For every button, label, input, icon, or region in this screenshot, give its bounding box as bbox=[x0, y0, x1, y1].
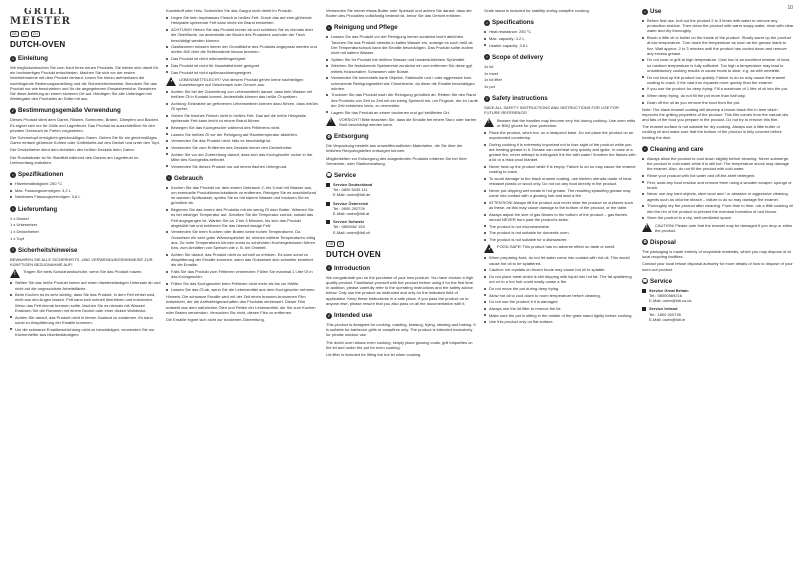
heading-scope: • Scope of delivery bbox=[484, 54, 636, 61]
list-item: 1x lid bbox=[484, 63, 494, 69]
check-icon: ✓ bbox=[327, 312, 331, 318]
language-badges-en bbox=[326, 241, 478, 247]
list-item: Place the product, when hot, on a heatproof base. Do not place the product on an unprotected countertop. bbox=[484, 130, 636, 140]
service-entry: Service Deutschland Tel.: 0800 5435 111 E-Mail: owim@lidl.de bbox=[326, 182, 478, 198]
list-item: First, soak any food residue and remove them using a wooden scraper, sponge or brush. bbox=[642, 180, 794, 190]
list-item: Use this product only on flat surface. bbox=[484, 319, 636, 324]
language-badges bbox=[10, 31, 162, 37]
list-item: Allow hot oil to cool down to room temperature before cleaning. bbox=[484, 293, 636, 298]
recycle-icon: ♻ bbox=[643, 239, 647, 245]
heading-zweck: ✓ Bestimmungsgemäße Verwendung bbox=[11, 107, 121, 115]
paragraph: Kunststoff oder Holz. Schneiden Sie das Gargut nicht direkt im Produkt. bbox=[166, 8, 293, 13]
heading-lieferumfang: • Lieferumfang bbox=[10, 206, 162, 213]
list-item: When preparing food, do not let water come into contact with hot oil. This would cause hot oil to be splattered. bbox=[484, 255, 636, 265]
heading-entsorgung: ♻ Entsorgung bbox=[327, 133, 369, 141]
info-icon: i bbox=[326, 265, 332, 271]
food-safe-box: ✓ FOOD-SAFE! This product has no adverse effect on taste or smell. bbox=[484, 244, 636, 253]
list-item: 1x pot bbox=[484, 83, 495, 89]
list-item: Achten Sie bei der Zubereitung von Lebensmitteln darauf, dass kein Wasser mit heißem Öl in Kontakt kommt. Andernfalls können das heiße Öl spritzen. bbox=[166, 89, 318, 99]
list-item: Falls Sie das Produkt zum Frittieren verwenden: Füllen Sie maximal 1 Liter Öl in das Kochgeschirr. bbox=[166, 269, 318, 279]
flag-icon bbox=[642, 289, 646, 293]
paragraph: This product is designed for cooking, roasting, braising, frying, stewing and baking. It is suitable for barbecue grills or campfires only. The product is intended exclusively for private outdoor use. bbox=[326, 322, 476, 338]
lang-badge: GB bbox=[328, 241, 333, 246]
safety-list-3 bbox=[166, 89, 318, 169]
heading-use: • Use bbox=[642, 8, 794, 15]
paragraph: Contact your local refuse disposal authority for more details of how to dispose of your worn-out product. bbox=[642, 261, 793, 272]
safety-list bbox=[10, 280, 162, 337]
clean-list bbox=[326, 34, 478, 114]
service-entry: Service Great Britain Tel.: 08000569216 E-Mail: owim@lidl.co.uk bbox=[642, 288, 794, 304]
heading-sicherheit: ! Sicherheitshinweise bbox=[10, 247, 162, 254]
list-item: Füllen Sie das Kochgeschirr beim Frittieren nicht mehr als bis zur Hälfte. bbox=[166, 281, 318, 286]
list-item: Nutzbares Fassungsvermögen: 3,6 L bbox=[10, 194, 162, 199]
list-item: To avoid damage to the black enamel coating, use kitchen utensils made of heat-resistant plastic or wood only. Do not cut any food directly in the product. bbox=[484, 176, 636, 186]
list-item: Verwenden Sie zum Entfernen des Deckels immer den Deckelheber. bbox=[166, 145, 318, 150]
title-de: DUTCH-OVEN bbox=[10, 40, 66, 49]
list-item: During cooking it is extremely important not to lose sight of the product while you are heating grease in it. Grease can overheat very quickly and ignite. In case of a grease fire, never attempt to extinguish the fire with water! Smother the flames with a lid or a thick wool blanket. bbox=[484, 142, 636, 163]
spec-icon: • bbox=[484, 20, 490, 26]
spec-icon: • bbox=[10, 172, 16, 178]
heading-reinigung: • Reinigung und Pflege bbox=[326, 24, 478, 31]
caution-box: ! CAUTION! Please note that the enamel may be damaged if you drop or strike the product. bbox=[642, 223, 794, 233]
list-item: Caution: Ice crystals on frozen foods may cause hot oil to splatter. bbox=[484, 267, 636, 272]
list-item: When deep frying, do not fill the pot more than half way. bbox=[642, 93, 794, 98]
heading-introduction: i Introduction bbox=[326, 265, 478, 272]
heading-service: ☎ Service bbox=[326, 171, 357, 179]
heading-safety: ! Safety instructions bbox=[484, 95, 636, 102]
use-list-en bbox=[642, 18, 794, 105]
paragraph: Der Deckelheber dient dem Anheben des heißen Deckels beim Garen. bbox=[10, 147, 135, 153]
list-item: Never put dripping wet meats in hot grease. The resulting splashing grease may come into contact with a glowing hob and start a fire. bbox=[484, 188, 636, 198]
list-item: Usable capacity: 3.6 L bbox=[484, 43, 636, 48]
list-item: Stellen Sie das heiße Produkt immer auf einen hitzebeständigen Untersatz ab und nicht auf die ungeschützte Arbeitsfläche. bbox=[10, 280, 162, 290]
list-item: Um die schwarze Emailbeschichtung nicht zu beschädigen, verwenden Sie nur Küchenhelfer aus hitzebeständigem bbox=[10, 327, 162, 337]
list-item: Thoroughly dry the product after cleaning. From time to time, rub a little cooking oil into the rim of the product to prevent the eventual formation of rust bloom. bbox=[642, 203, 794, 213]
list-item: Always use the lid lifter to remove the lid. bbox=[484, 306, 636, 311]
paragraph: Die Verpackung besteht aus umweltfreundlichen Materialien, die Sie über die örtlichen Recyclingstellen entsorgen können. bbox=[326, 143, 463, 154]
caution-box: ! VORSICHT! Bitte beachten Sie, dass die Emaille bei einem Sturz oder harten Stoß beschädigt werden kann. bbox=[326, 117, 478, 127]
heading-specifications: • Specifications bbox=[484, 19, 636, 26]
list-item: Das Produkt ist nicht spülmaschinengeeignet. bbox=[166, 70, 318, 75]
list-item: Legen Sie kein tropfnasses Fleisch in heißes Fett. Durch das auf eine glühende Heizplatte spritzende Fett kann leicht ein Brand entstehen. bbox=[166, 15, 318, 25]
list-item: Geben Sie frisches Fleisch nicht in heißes Fett. Das auf die heiße Heizplatte spritzende Fett kann leicht zu einem Brand führen. bbox=[166, 113, 318, 123]
paragraph: Verwenden Sie immer etwas Butter oder Speiseöl und achten Sie darauf, dass der Boden des Produktes vollständig bedeckt ist, bevor Sie das Gericht erhitzen. bbox=[326, 8, 472, 19]
service-entry: Service Österreich Tel.: 0800 292726 E-Mail: owim@lidl.at bbox=[326, 201, 478, 217]
brand-logo bbox=[10, 8, 162, 26]
lang-badge: IE bbox=[338, 241, 343, 246]
list-item: Never use any hard objects, steel wool and / or abrasive or aggressive cleaning agents such as chlorine bleach – failure to do so may damage the enamel. bbox=[642, 191, 794, 201]
list-item: Max. capacity: 4.2 L bbox=[484, 36, 636, 41]
list-item: Brush a little oil or butter on the inside of the product. Slowly warm up the product at low temperature. Turn down the temperature as soon as the grease starts to fizz. Wait approx. 2 to 3 minutes until the product has cooled down and remove any excess grease. bbox=[642, 35, 794, 56]
food-safe-icon: ✓ bbox=[484, 244, 494, 253]
paragraph: Die Emaille eignet sich nicht zur trockenen Zubereitung. bbox=[166, 316, 265, 322]
check-icon: ✓ bbox=[11, 107, 15, 113]
list-item: Gasflammen müssen immer der Grundfläche des Produkts angepasst werden und dürfen NIE über die Seitenwände hinaus brennen. bbox=[166, 44, 318, 54]
list-item: Verwenden Sie keinesfalls harte Objekte, Stahlwolle und / oder aggressive bzw. scheuernde Reinigungsmittel wie Chlorbleiche, da diese die Emaille beschädigen würden. bbox=[326, 75, 478, 91]
column-2 bbox=[166, 8, 318, 562]
list-item: Lassen Sie heißes Öl vor der Reinigung auf Raumtemperatur abkühlen. bbox=[166, 132, 318, 137]
spec-list bbox=[10, 181, 162, 200]
list-item: Do not use the product if it is damaged. bbox=[484, 299, 636, 304]
safety-list-en bbox=[484, 130, 636, 242]
list-item: Achtung: Einkratzte an gefrorenen Lebensmitteln können dazu führen, dass heißes Öl spritzt. bbox=[166, 101, 318, 111]
heading-intended-use: ✓ Intended use bbox=[327, 312, 373, 320]
phone-icon: ☎ bbox=[642, 278, 648, 284]
paragraph: Grate stand is included for stability during campfire cooking. bbox=[484, 8, 590, 13]
clean-list-en bbox=[642, 156, 794, 221]
paragraph: We congratulate you on the purchase of your new product. You have chosen a high quality product. Familiarise yourself with the product before using it for the first time. In addition, please carefully refer to the operating instructions and the safety advice below. Only use the product as instructed and only for the indicated field of application. Keep these instructions in a safe place. If you pass the product on to anyone else, please ensure that you also pass on all the documentation with it. bbox=[326, 274, 475, 306]
brand-line1: GRILL bbox=[24, 8, 67, 17]
list-item: Always adjust the size of gas flames to the bottom of the product – gas flames should NEVER burn past the product's sides. bbox=[484, 212, 636, 222]
heading-disposal: ♻ Disposal bbox=[643, 238, 676, 246]
list-item: ACHTUNG! Heben Sie das Produkt immer ab und schieben Sie es niemals über die Oberfläche, da andernfalls der Boden des Produktes und/oder der Tisch beschädigt werden können. bbox=[166, 27, 318, 43]
list-item: Lassen Sie das Produkt vor der Reinigung immer zunächst leicht abkühlen. Tauchen Sie das Produkt niemals in kaltes Wasser ein, solange es noch heiß ist. Der Temperaturschock kann die Emaille beschädigen. Das Produkt sollte zudem nicht mit kaltem Wasser. bbox=[326, 34, 478, 55]
clean-icon: • bbox=[642, 146, 648, 152]
warning-triangle-icon: ! bbox=[484, 118, 494, 127]
list-item: The product is not microwaveable. bbox=[484, 224, 636, 229]
list-item: Verwenden Sie das Produkt nicht, falls es beschädigt ist. bbox=[166, 138, 318, 143]
paragraph: Der Schmortopf ermöglicht gleichmäßiges Garen. Geben Sie für ein gleichmäßiges Garen einfach glühende Kohlen oder Grillbriketts auf den Deckel und unter den Topf. bbox=[10, 135, 160, 146]
paragraph: Möglichkeiten zur Entsorgung des ausgedienten Produkts erfahren Sie bei Ihrer Gemeinde- oder Stadtverwaltung. bbox=[326, 155, 467, 166]
list-item: Do not heat up the product too quickly. Failure to do so may cause the enamel coating to crack, if the cast iron expands more quickly than the enamel. bbox=[642, 75, 794, 85]
column-5 bbox=[642, 8, 794, 562]
paragraph: SAVE ALL SAFETY INSTRUCTIONS AND INSTRUCTIONS FOR USE FOR FUTURE REFERENCE! bbox=[484, 105, 619, 116]
hand-icon: • bbox=[166, 175, 172, 181]
paragraph: Der Rundständer ist für Stabilität während des Garens am Lagerfeuer im Lieferumfang enthalten. bbox=[10, 154, 139, 165]
box-icon: • bbox=[484, 54, 490, 60]
list-item: Achten Sie darauf, das Produkt nicht zu schnell zu erhitzen. Es kann sonst zu Absplitterung der Emaille kommen, wenn das Gusseisen sich schneller erweitert als die Emaille. bbox=[166, 252, 318, 268]
paragraph: The dutch oven allows even cooking, simply place glowing coals, grill briquettes on the lid and under the pot for even cooking. bbox=[326, 339, 473, 350]
list-item: Achten Sie vor der Zubereitung darauf, dass sich das Kochgeschirr sicher in der Mitte des Kochgeräts befindet. bbox=[166, 152, 318, 162]
lang-badge: AT bbox=[22, 32, 27, 36]
info-icon: i bbox=[10, 56, 16, 62]
paragraph: Dieses Produkt dient dem Garen, Rösten, Schmoren, Braten, Dämpfen und Backen. Es eignet sich nur für Grills und Lagerfeuer. Das Produkt ist ausschließlich für den privaten Gebrauch im Freien vorgesehen. bbox=[10, 117, 160, 133]
list-item: Beginnen Sie das Innere des Produkts mit ein wenig Öl oder Butter. Wärmen Sie es bei niedriger Temperatur auf. Schalten Sie die Temperatur zurück, sobald das Fett angegangen ist. Warten Sie ca. 2 bis 3 Minuten, bis sich das Produkt abgekühlt hat und entfernen Sie das überschüssige Fett. bbox=[166, 207, 318, 228]
list-item: Verwenden Sie beim Kochen oder Braten keine hohen Temperaturen. Da Gusseisen ein sehr guter Wärmespeicher ist, reichen mittlere Temperaturen völlig aus. Zu hohe Temperaturen können sonst zu schlechten Kochergebnissen führen bzw. zum Anhaften von Speisen wie z. B. bei Omelett. bbox=[166, 229, 318, 250]
warning-box: ! Beware that the handles may become very hot during cooking. Use oven mitts or BBQ gloves for your protection. bbox=[484, 118, 636, 128]
heading-cleaning: • Cleaning and care bbox=[642, 146, 794, 153]
list-item: Bewegen Sie das Kochgeschirr während des Frittierens nicht. bbox=[166, 125, 318, 130]
list-item: Trocknen Sie das Produkt nach der Reinigung gründlich ab. Reiben Sie den Rand des Produkts von Zeit zu Zeit mit ein wenig Speiseöl ein, um Flugrost, der im Laufe der Zeit entstehen kann, zu vermeiden. bbox=[326, 92, 478, 108]
list-item: Always allow the product to cool down slightly before cleaning. Never submerge the product in cold water while it is still hot. The temperature shock may damage the enamel. Also, do not fill the product with cold water. bbox=[642, 156, 794, 172]
hand-icon: • bbox=[642, 9, 648, 15]
list-item: The product is not suitable for a dishwasher. bbox=[484, 237, 636, 242]
list-item: 1 x Topf bbox=[10, 235, 24, 241]
box-icon: • bbox=[10, 206, 16, 212]
list-item: Do not place meat which is still dripping with liquid into hot fat. The fat splattering out on to a hot hob could easily cause a fire. bbox=[484, 274, 636, 284]
column-4 bbox=[484, 8, 636, 562]
list-item: Rinse your product with hot water and off-the-shelf detergent. bbox=[642, 173, 794, 178]
list-item: Hitzebeständigkeit: 250 °C bbox=[10, 181, 162, 186]
list-item: 1 x Untersetzer bbox=[10, 222, 38, 228]
scope-list bbox=[484, 64, 636, 89]
flag-icon bbox=[642, 307, 646, 311]
list-item: Drain off the oil as you remove the food from the pot. bbox=[642, 100, 794, 105]
list-item: Lassen Sie das Öl ab, wenn Sie die Lebensmittel aus dem Kochgeschirr nehmen. bbox=[166, 287, 318, 292]
list-item: Weichen Sie festsitzende Speisereste zunächst ein und entfernen Sie diese ggf. mittels Holzschaber, Schwamm oder Bürste. bbox=[326, 63, 478, 73]
list-item: Heat resistance: 250 °C bbox=[484, 29, 636, 34]
warning-icon: ! bbox=[10, 247, 16, 253]
page-number: 10 bbox=[787, 5, 793, 11]
delivery-list bbox=[10, 216, 162, 241]
safety-list-2 bbox=[166, 15, 318, 75]
paragraph: Wir beglückwünschen Sie zum Kauf Ihres neuen Produkts. Sie haben sich damit für ein hochwertiges Produkt entschieden. Machen Sie sich vor der ersten Inbetriebnahme mit dem Produkt vertraut. Lesen Sie hierzu aufmerksam die nachfolgende Bedienungsanleitung und die Sicherheitshinweise. Benutzen Sie das Produkt nur wie beschrieben und für die angegebenen Einsatzbereiche. Bewahren Sie diese Anleitung an einem sicheren Ort auf. Händigen Sie alle Unterlagen bei Weitergabe des Produktes an Dritte mit aus. bbox=[10, 65, 159, 102]
list-item: Do not cook or grill at high temperature. Cast iron is an excellent retainer of heat, so medium temperature is fully sufficient. Too high a temperature may lead to unsatisfactory cooking results or cause foods to stick, e.g. as with omelette. bbox=[642, 57, 794, 73]
flag-icon bbox=[326, 202, 330, 206]
warning-triangle-icon: ! bbox=[326, 117, 336, 126]
flag-icon bbox=[326, 220, 330, 224]
list-item: Achten Sie darauf, das Produkt nicht in leeren Zustand zu erwärmen. Es kann sonst zu Absplitterung der Emaille kommen. bbox=[10, 315, 162, 325]
service-entry: Service Ireland Tel.: 1800 200736 E-Mail: owim@lidl.ie bbox=[642, 306, 794, 322]
paragraph: Lid lifter is included for lifting the hot lid when cooking. bbox=[326, 352, 422, 358]
list-item: 1 x Deckelheber bbox=[10, 229, 39, 235]
list-item: Das Produkt ist nicht für Haushaltsherde geeignet. bbox=[166, 63, 318, 68]
paragraph: BEWAHREN SIE ALLE SICHERHEITS- UND VERWENDUNGSHINWEISE ZUR KÜNFTIGEN BEZUGNAHME AUF! bbox=[10, 256, 153, 268]
heading-gebrauch: • Gebrauch bbox=[166, 175, 318, 182]
list-item: Lagern Sie das Produkt an einem trockenen und gut belüfteten Ort. bbox=[326, 110, 478, 115]
heading-einleitung: i Einleitung bbox=[10, 55, 162, 62]
list-item: 1x trivet bbox=[484, 70, 499, 76]
list-item: ATTENTION! Always lift the product and never slide the product on surfaces such as these, as this may cause damage to the bottom of the product, or the table. bbox=[484, 200, 636, 210]
note: Hinweis: Die schwarze Emaille wird mit der Zeit einen braunen-bronzenen Film entwickeln, der die Antihafteigenschaften des Produkts verbessert. Dieser Film entsteht aus dem natürlichen Ölen und Fetten der Lebensmittel, die Sie zum Kochen oder Braten verwenden. Versuchen Sie nicht, diesen Film zu entfernen. bbox=[166, 294, 316, 315]
list-item: Verwenden Sie dieses Produkt nur auf einem flachen Untergrund. bbox=[166, 164, 318, 169]
title-en: DUTCH OVEN bbox=[326, 249, 381, 259]
list-item: Max. Fassungsvermögen: 4,2 L bbox=[10, 188, 162, 193]
spec-list-en bbox=[484, 29, 636, 48]
warning-triangle-icon: ! bbox=[10, 269, 20, 278]
paragraph: The enamel surface is not suitable for dry cooking. Always use a little butter or cooking oil and make sure that the bottom of the product is fully covered before heating the dish. bbox=[642, 124, 782, 140]
clean-icon: • bbox=[326, 25, 332, 31]
list-item: Kochen Sie das Produkt vor dem ersten Gebrauch 2- bis 3-mal mit Wasser aus, um eventuelle Produktionsrückstände zu entfernen. Reinigen Sie es anschließend im warmen Spülwasser, spülen Sie es mit klarem Wasser und trocknen Sie es gründlich ab. bbox=[166, 185, 318, 206]
list-item: If you use the product for deep frying: Fill a maximum of 1 litre of oil into the pot. bbox=[642, 86, 794, 91]
flag-icon bbox=[326, 183, 330, 187]
lang-badge: CH bbox=[32, 32, 38, 36]
list-item: 1 x Deckel bbox=[10, 215, 29, 221]
list-item: Beim Kochen ist es sehr wichtig, dass Sie das Produkt, in dem Fett erhitzt wird, nicht aus den Augen lassen. Fett kann sich schnell überhitzen und entzünden. Wenn das Fett einmal brennen sollte, löschen Sie es niemals mit Wasser! Ersticken Sie die Flammen mit einem Deckel oder einer dicken Wolldecke. bbox=[10, 292, 162, 313]
list-item: Das Produkt ist nicht mikrowellengeeignet. bbox=[166, 56, 318, 61]
safety-list-en-2 bbox=[484, 255, 636, 324]
list-item: 1x lid lifter bbox=[484, 77, 503, 83]
list-item: Never heat up the product while it is empty. Failure to do so may cause the enamel coating to crack. bbox=[484, 164, 636, 174]
list-item: Store the product in a dry, well-ventilated space. bbox=[642, 215, 794, 220]
heading-spez: • Spezifikationen bbox=[10, 171, 162, 178]
column-1 bbox=[10, 8, 162, 562]
phone-icon: ☎ bbox=[326, 172, 332, 178]
note: Note: The black enamel coating will develop a brown-black film in time which improves the grilling properties of the product. This film comes from the natural oils and fats of the food you prepare in the product. Do not try to remove this film. bbox=[642, 106, 789, 122]
paragraph: The packaging is made entirely of recyclable materials, which you may dispose of at local recycling facilities. bbox=[642, 248, 791, 260]
column-3 bbox=[326, 8, 478, 562]
recycle-icon: ♻ bbox=[327, 133, 331, 139]
list-item: Do not move the pot during deep frying. bbox=[484, 286, 636, 291]
service-entry: Service Schweiz Tel.: 0800562 153 E-Mail: owim@lidl.ch bbox=[326, 219, 478, 235]
warning-icon: ! bbox=[484, 96, 490, 102]
warning-triangle-icon: ! bbox=[642, 223, 652, 232]
heading-service-en: ☎ Service bbox=[642, 277, 673, 285]
list-item: Before first use, boil out the product 2 to 3 times with water to remove any production residue. Then clean the product with warm soapy water, rinse with clear water and dry thoroughly. bbox=[642, 18, 794, 34]
brand-line2: MEISTER bbox=[10, 16, 71, 27]
use-list bbox=[166, 185, 318, 293]
warning-box: ! Tragen Sie stets Schutzhandschuhe, wenn Sie das Produkt nutzen. bbox=[10, 269, 162, 278]
lang-badge: DE bbox=[12, 32, 17, 36]
food-safe-icon: ✓ bbox=[166, 77, 176, 86]
list-item: The product is not suitable for domestic oven. bbox=[484, 230, 636, 235]
list-item: Spülen Sie Ihr Produkt mit heißem Wasser und handelsüblichem Spülmittel. bbox=[326, 57, 478, 62]
food-safe-box: ✓ LEBENSMITTELECHT! Von diesem Produkt gehen keine nachteiligen Auswirkungen auf Geschmack oder Geruch aus. bbox=[166, 77, 318, 87]
list-item: Make sure the pot is sitting in the middle of the grate stand tightly before cooking. bbox=[484, 313, 636, 318]
